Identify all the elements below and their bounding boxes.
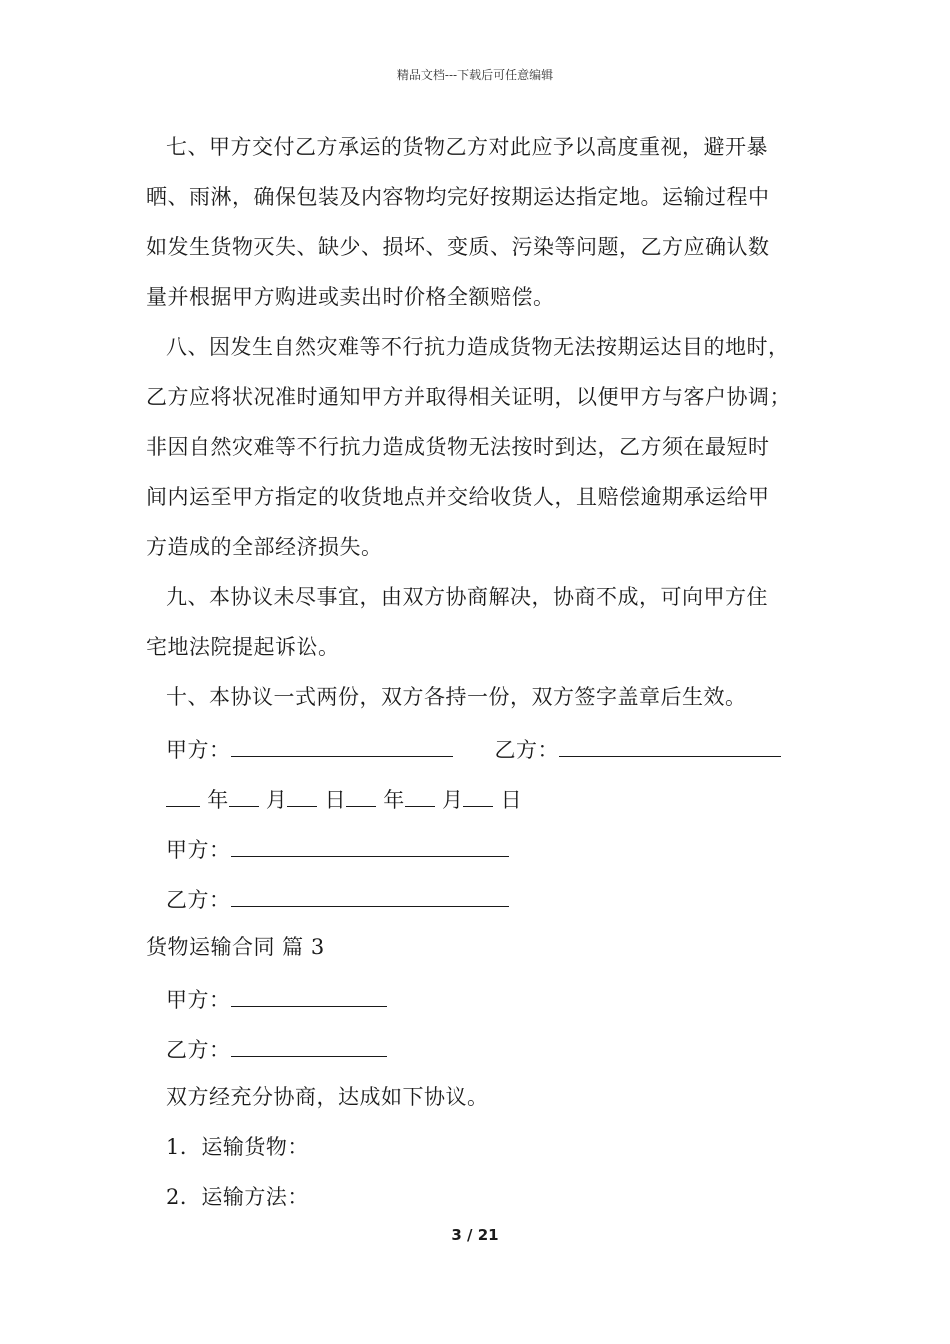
month-blank-b[interactable]: [405, 784, 435, 807]
party-b-signature-blank[interactable]: [559, 734, 781, 757]
section-3-item-2: 2．运输方法：: [166, 1185, 309, 1209]
party-a-label: 甲方：: [166, 738, 231, 762]
year-label-a: 年: [207, 788, 229, 812]
section-3-party-a-label: 甲方：: [166, 988, 231, 1012]
clause-7-line-1: 七、甲方交付乙方承运的货物乙方对此应予以高度重视，避开暴: [166, 135, 768, 159]
party-a-signature-blank-2[interactable]: [231, 834, 509, 857]
section-3-party-a-blank[interactable]: [231, 984, 387, 1007]
month-blank-a[interactable]: [229, 784, 259, 807]
party-b-label: 乙方：: [494, 738, 559, 762]
signature-row-1: [166, 734, 781, 763]
section-3-party-b-label: 乙方：: [166, 1038, 231, 1062]
day-blank-b[interactable]: [463, 784, 493, 807]
clause-8-line-1: 八、因发生自然灾难等不行抗力造成货物无法按期运达目的地时，: [166, 335, 790, 359]
party-a-label-2: 甲方：: [166, 838, 231, 862]
month-label-a: 月: [265, 788, 288, 812]
date-row: [166, 784, 522, 813]
month-label-b: 月: [441, 788, 464, 812]
day-label-a: 日: [324, 788, 347, 812]
section-3-intro: 双方经充分协商，达成如下协议。: [166, 1085, 489, 1109]
clause-10: 十、本协议一式两份，双方各持一份，双方签字盖章后生效。: [166, 685, 747, 709]
page-number: 3 / 21: [451, 1226, 499, 1244]
signature-row-2a: [166, 834, 509, 863]
page-header: 精品文档---下载后可任意编辑: [396, 68, 554, 82]
section-3-item-1: 1．运输货物：: [166, 1135, 309, 1159]
clause-8-line-3: 非因自然灾难等不行抗力造成货物无法按时到达，乙方须在最短时: [146, 435, 770, 459]
section-3-party-b-blank[interactable]: [231, 1034, 387, 1057]
clause-8-line-2: 乙方应将状况准时通知甲方并取得相关证明，以便甲方与客户协调；: [146, 385, 791, 409]
year-blank-a[interactable]: [166, 784, 200, 807]
clause-8-line-5: 方造成的全部经济损失。: [146, 535, 383, 559]
party-a-signature-blank[interactable]: [231, 734, 453, 757]
section-3-party-a-row: [166, 984, 387, 1013]
clause-9-line-1: 九、本协议未尽事宜，由双方协商解决，协商不成，可向甲方住: [166, 585, 768, 609]
signature-row-2b: [166, 884, 509, 913]
day-label-b: 日: [500, 788, 523, 812]
section-3-party-b-row: [166, 1034, 387, 1063]
clause-9-line-2: 宅地法院提起诉讼。: [146, 635, 340, 659]
year-blank-b[interactable]: [346, 784, 376, 807]
section-3-title: 货物运输合同 篇 3: [146, 935, 325, 959]
year-label-b: 年: [383, 788, 405, 812]
party-b-label-2: 乙方：: [166, 888, 231, 912]
clause-8-line-4: 间内运至甲方指定的收货地点并交给收货人，且赔偿逾期承运给甲: [146, 485, 770, 509]
clause-7-line-3: 如发生货物灭失、缺少、损坏、变质、污染等问题，乙方应确认数: [146, 235, 770, 259]
party-b-signature-blank-2[interactable]: [231, 884, 509, 907]
clause-7-line-4: 量并根据甲方购进或卖出时价格全额赔偿。: [146, 285, 555, 309]
day-blank-a[interactable]: [287, 784, 317, 807]
clause-7-line-2: 晒、雨淋，确保包装及内容物均完好按期运达指定地。运输过程中: [146, 185, 770, 209]
